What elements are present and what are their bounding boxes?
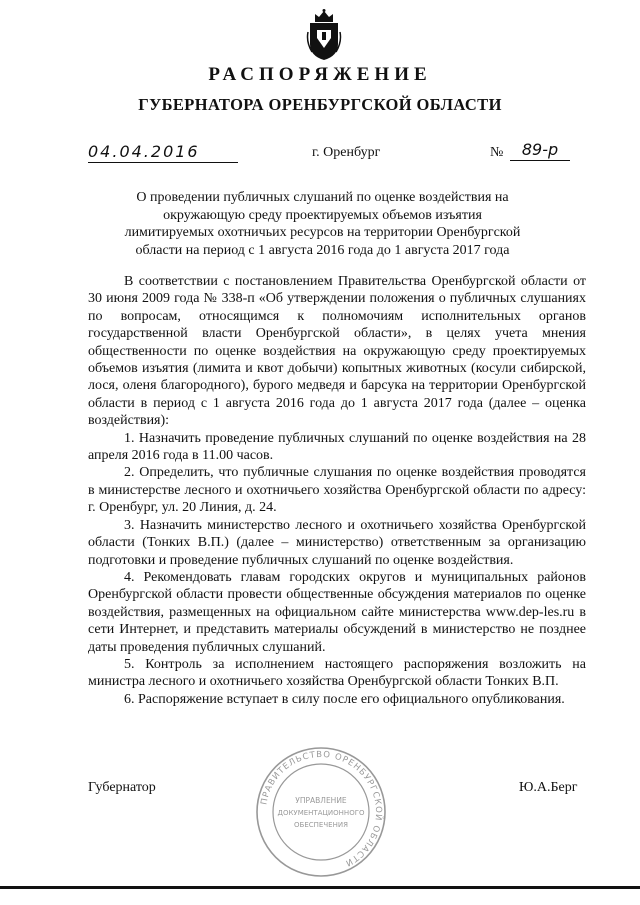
stamp-line-1: УПРАВЛЕНИЕ	[295, 796, 347, 805]
document-city: г. Оренбург	[312, 145, 381, 160]
signatory-title: Губернатор	[88, 780, 156, 795]
clause-5: 5. Контроль за исполнением настоящего распоряжения возложить на министра лесного и охотничьего хозяйства Оренбургской области Тонких В.П.	[88, 656, 586, 690]
clause-6: 6. Распоряжение вступает в силу после его официального опубликования.	[124, 691, 565, 707]
document-body	[88, 273, 586, 708]
stamp-line-2: ДОКУМЕНТАЦИОННОГО	[277, 809, 365, 817]
official-stamp	[254, 745, 388, 879]
document-type: РАСПОРЯЖЕНИЕ	[208, 64, 432, 85]
coat-of-arms-icon	[306, 8, 342, 62]
page-bottom-rule	[0, 886, 640, 889]
number-label: №	[490, 145, 504, 160]
document-date: 04.04.2016	[88, 142, 238, 163]
document-number: 89-р	[510, 140, 570, 161]
preamble-paragraph: В соответствии с постановлением Правительства Оренбургской области от 30 июня 2009 года № 338-п «Об утверждении положения о публичных слушаниях по вопросам, относящимся к полномочиям исполнительных органов государственной власти Оренбургской области», в целях учета мнения общественности по оценке воздействия на окружающую среду проектируемых объемов изъятия (лимита и квот добычи) копытных животных (косули сибирской, лося, оленя благородного), бурого медведя и барсука на территории Оренбургской области в период с 1 августа 2016 года до 1 августа 2017 года (далее – оценка воздействия):	[88, 274, 586, 429]
clause-1: 1. Назначить проведение публичных слушаний по оценке воздействия на 28 апреля 2016 года в 11.00 часов.	[88, 430, 586, 464]
stamp-line-3: ОБЕСПЕЧЕНИЯ	[294, 821, 348, 829]
stamp-outer-text: ПРАВИТЕЛЬСТВО ОРЕНБУРГСКОЙ ОБЛАСТИ	[259, 749, 384, 869]
clause-4: 4. Рекомендовать главам городских округов и муниципальных районов Оренбургской области провести общественные обсуждения материалов по оценке воздействия, размещенных на официальном сайте министерства www.dep-les.ru в сети Интернет, и представить материалы обсуждений в министерство не позднее даты проведения публичных слушаний.	[88, 569, 586, 655]
signatory-name: Ю.А.Берг	[519, 780, 578, 795]
clause-3: 3. Назначить министерство лесного и охотничьего хозяйства Оренбургской области (Тонких В.П.) (далее – министерство) ответственным за организацию подготовки и проведение публичных слушаний по оценке воздействия.	[88, 517, 586, 568]
document-subject: О проведении публичных слушаний по оценке воздействия на окружающую среду проектируемых объемов изъятия лимитируемых охотничьих ресурсов на территории Оренбургской области на период с 1 августа 2016 года до 1 августа 2017 года	[124, 190, 521, 258]
clause-2: 2. Определить, что публичные слушания по оценке воздействия проводятся в министерстве лесного и охотничьего хозяйства Оренбургской области по адресу: г. Оренбург, ул. 20 Линия, д. 24.	[88, 465, 586, 516]
issuer-title: ГУБЕРНАТОРА ОРЕНБУРГСКОЙ ОБЛАСТИ	[138, 95, 502, 114]
